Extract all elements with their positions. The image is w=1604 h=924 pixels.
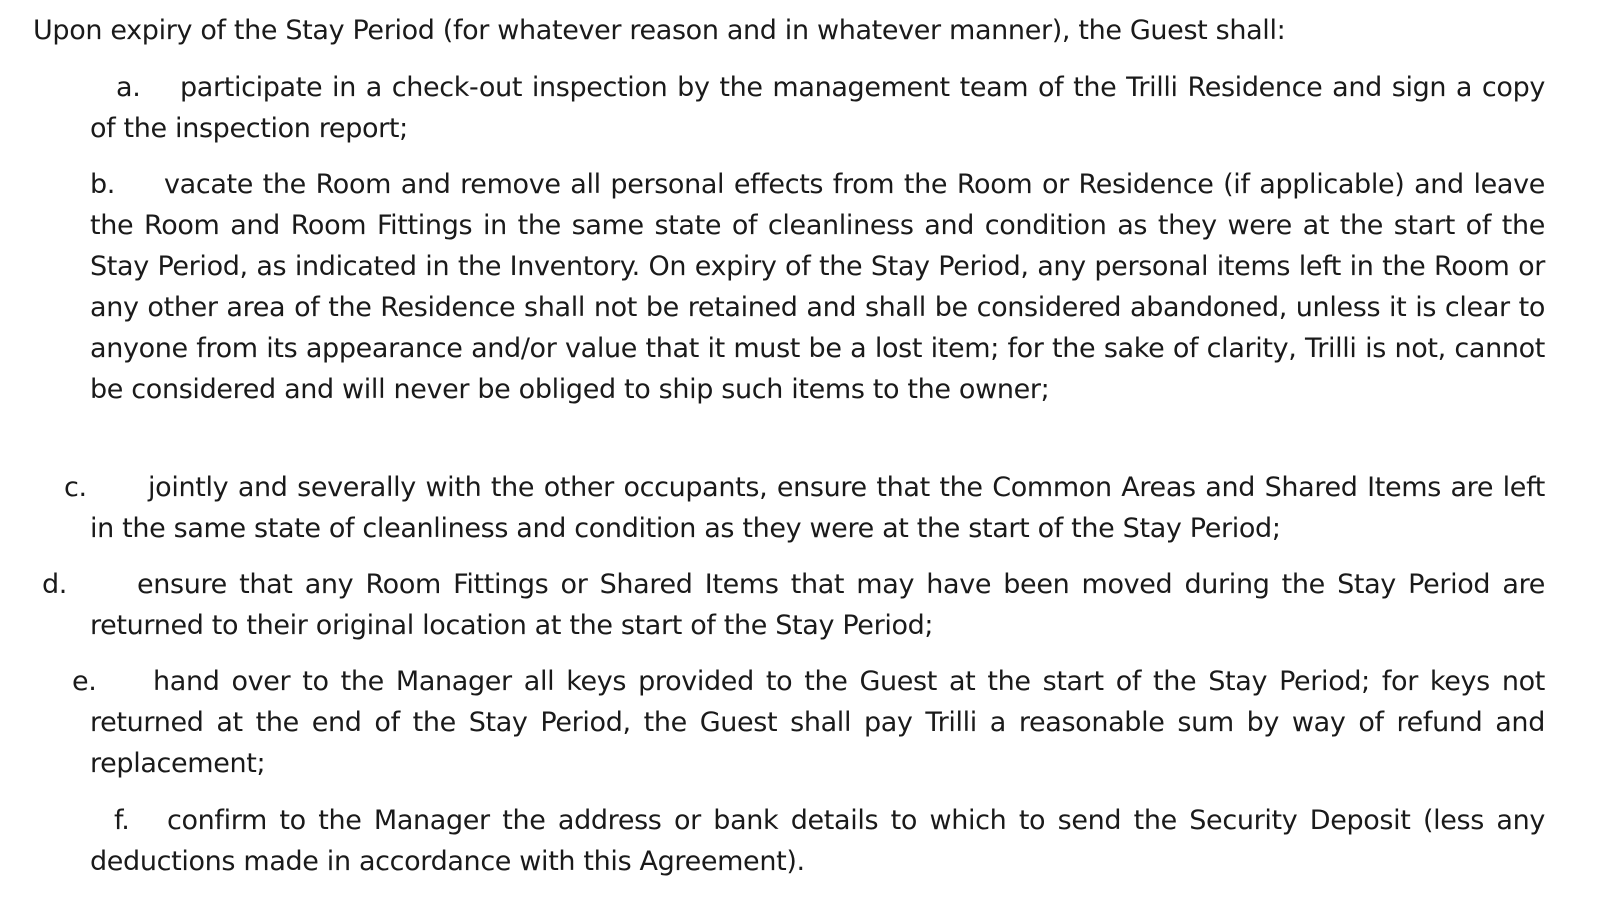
list-marker: a. (116, 72, 141, 103)
list-item-text: jointly and severally with the other occupants, ensure that the Common Areas and Shared Items are left in the same state of cleanliness and condition as they were at the start of the Stay Period; (90, 472, 1545, 544)
list-item-text: participate in a check-out inspection by the management team of the Trilli Residence and sign a copy of the inspection report; (90, 72, 1545, 144)
list-item-d (42, 564, 1545, 646)
list-marker: d. (42, 569, 68, 600)
list-item-c (64, 467, 1545, 549)
list-marker: e. (72, 666, 97, 697)
list-marker: f. (114, 805, 130, 836)
list-item-text: ensure that any Room Fittings or Shared Items that may have been moved during the Stay Period are returned to their original location at the start of the Stay Period; (90, 569, 1545, 641)
list-item-a (90, 67, 1545, 149)
list-item-text: hand over to the Manager all keys provided to the Guest at the start of the Stay Period; for keys not returned at the end of the Stay Period, the Guest shall pay Trilli a reasonable sum by way of refund and replacement; (90, 666, 1545, 779)
list-item-b (90, 164, 1545, 410)
intro-paragraph: Upon expiry of the Stay Period (for whatever reason and in whatever manner), the Guest shall: (33, 15, 1286, 46)
list-item-e (72, 661, 1545, 784)
list-marker: c. (64, 472, 87, 503)
list-item-text: confirm to the Manager the address or bank details to which to send the Security Deposit (less any deductions made in accordance with this Agreement). (90, 805, 1545, 877)
list-marker: b. (90, 169, 116, 200)
list-item-text: vacate the Room and remove all personal effects from the Room or Residence (if applicable) and leave the Room and Room Fittings in the same state of cleanliness and condition as they were at the start of the Stay Period, as indicated in the Inventory. On expiry of the Stay Period, any personal items left in the Room or any other area of the Residence shall not be retained and shall be considered abandoned, unless it is clear to anyone from its appearance and/or value that it must be a lost item; for the sake of clarity, Trilli is not, cannot be considered and will never be obliged to ship such items to the owner; (90, 169, 1545, 405)
list-item-f (90, 800, 1545, 882)
